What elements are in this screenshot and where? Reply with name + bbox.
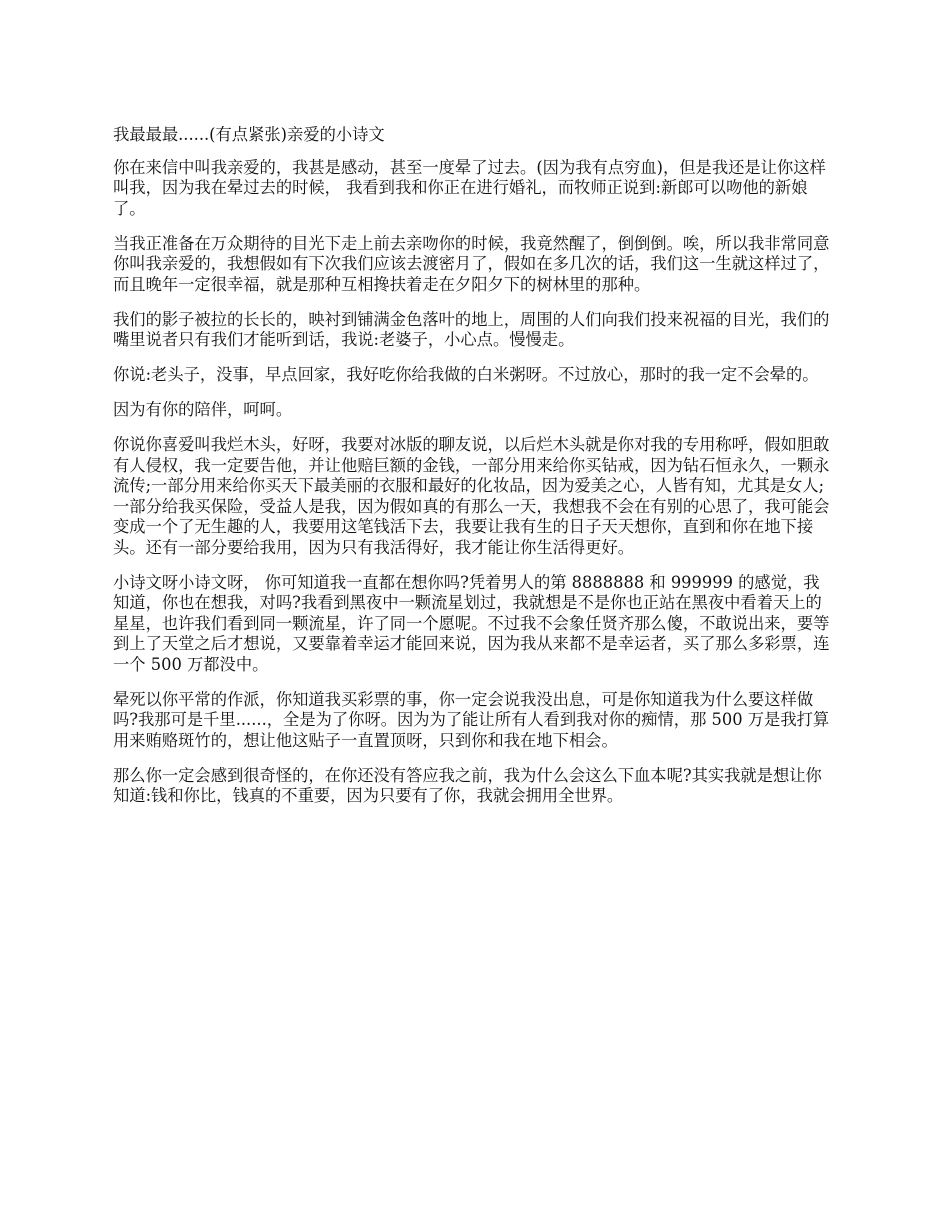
paragraph-9: 那么你一定会感到很奇怪的，在你还没有答应我之前，我为什么会这么下血本呢?其实我就是想让你知道:钱和你比，钱真的不重要，因为只要有了你，我就会拥用全世界。 bbox=[113, 765, 822, 805]
paragraph-6: 你说你喜爱叫我烂木头，好呀，我要对冰版的聊友说，以后烂木头就是你对我的专用称呼，假如胆敢有人侵权，我一定要告他，并让他赔巨额的金钱，一部分用来给你买钻戒，因为钻石恒永久，一颗永流传;一部分用来给你买天下最美丽的衣服和最好的化妆品，因为爱美之心，人皆有知，尤其是女人;一部分给我买保险，受益人是我，因为假如真的有那么一天，我想我不会在有别的心思了，我可能会变成一个了无生趣的人，我要用这笔钱活下去，我要让我有生的日子天天想你，直到和你在地下接头。还有一部分要给我用，因为只有我活得好，我才能让你生活得更好。 bbox=[113, 435, 830, 557]
paragraph-3: 我们的影子被拉的长长的，映衬到铺满金色落叶的地上，周围的人们向我们投来祝福的目光，我们的嘴里说者只有我们才能听到话，我说:老婆子，小心点。慢慢走。 bbox=[113, 309, 830, 349]
paragraph-5: 因为有你的陪伴，呵呵。 bbox=[113, 400, 293, 419]
document-title: 我最最最......(有点紧张)亲爱的小诗文 bbox=[113, 125, 385, 144]
paragraph-2: 当我正准备在万众期待的目光下走上前去亲吻你的时候，我竟然醒了，倒倒倒。唉，所以我非常同意你叫我亲爱的，我想假如有下次我们应该去渡密月了，假如在多几次的话，我们这一生就这样过了，而且晚年一定很幸福，就是那种互相搀扶着走在夕阳夕下的树林里的那种。 bbox=[113, 233, 830, 294]
paragraph-4: 你说:老头子，没事，早点回家，我好吃你给我做的白米粥呀。不过放心，那时的我一定不会晕的。 bbox=[113, 365, 819, 384]
paragraph-7: 小诗文呀小诗文呀， 你可知道我一直都在想你吗?凭着男人的第 8888888 和 999999 的感觉，我知道，你也在想我，对吗?我看到黑夜中一颗流星划过，我就想是不是你也正站在黑夜中看着天上的星星，也许我们看到同一颗流星，许了同一个愿呢。不过我不会象任贤齐那么傻，不敢说出来，要等到上了天堂之后才想说，又要靠着幸运才能回来说，因为我从来都不是幸运者，买了那么多彩票，连一个 500 万都没中。 bbox=[113, 572, 830, 674]
paragraph-8: 晕死以你平常的作派，你知道我买彩票的事，你一定会说我没出息，可是你知道我为什么要这样做吗?我那可是千里......，全是为了你呀。因为为了能让所有人看到我对你的痴情，那 500 万是我打算用来贿赂斑竹的，想让他这贴子一直置顶呀，只到你和我在地下相会。 bbox=[113, 689, 830, 750]
paragraph-1: 你在来信中叫我亲爱的，我甚是感动，甚至一度晕了过去。(因为我有点穷血)，但是我还是让你这样叫我，因为我在晕过去的时候， 我看到我和你正在进行婚礼，而牧师正说到:新郎可以吻他的新娘了。 bbox=[113, 157, 826, 218]
